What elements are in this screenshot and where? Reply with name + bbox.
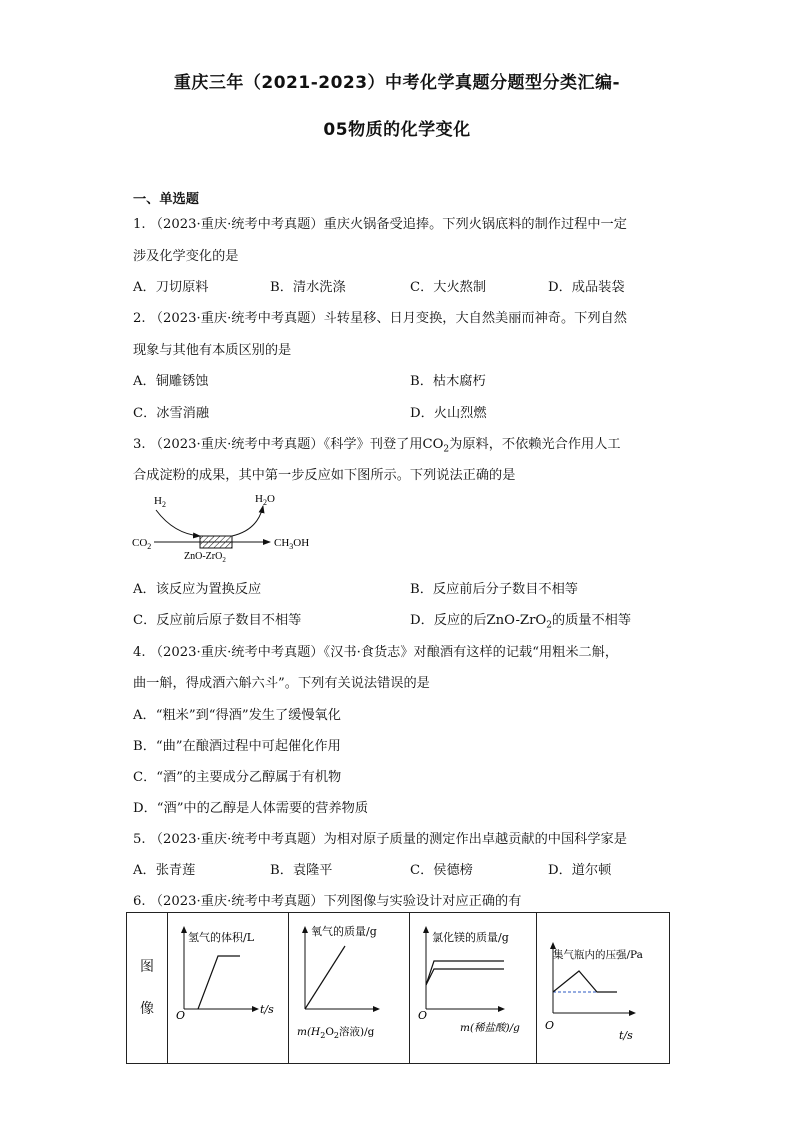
subscript: 2: [443, 444, 450, 455]
question-2-line2: 现象与其他有本质区别的是: [133, 343, 292, 358]
q2-option-d[interactable]: D．火山烈燃: [410, 406, 487, 421]
h2o-arrow: [232, 506, 263, 536]
graph-bottle-pressure: [537, 913, 669, 1059]
q4-option-c[interactable]: C．“酒”的主要成分乙醇属于有机物: [133, 770, 342, 785]
x-axis-label: t/s: [260, 1003, 274, 1016]
graph-cell-2: [289, 913, 410, 1064]
q2-option-a[interactable]: A．铜雕锈蚀: [133, 374, 209, 389]
h2-arrow: [156, 510, 200, 536]
data-curve: [305, 946, 345, 1009]
question-1-line2: 涉及化学变化的是: [133, 249, 239, 264]
graph-oxygen-mass: [289, 913, 409, 1059]
question-text: （2023·重庆·统考中考真题）斗转星移、日月变换，大自然美丽而神奇。下列自然: [149, 311, 627, 326]
question-text: （2023·重庆·统考中考真题）为相对原子质量的测定作出卓越贡献的中国科学家是: [149, 832, 627, 847]
q3-option-d[interactable]: D．反应的后ZnO-ZrO$_2$的质量不相等: [410, 613, 632, 631]
q3-option-c[interactable]: C．反应前后原子数目不相等: [133, 613, 302, 628]
data-curve: [553, 971, 617, 992]
q5-option-c[interactable]: C．侯德榜: [410, 863, 473, 878]
row-label-char-2: 像: [140, 1001, 154, 1017]
q1-option-c[interactable]: C．大火熬制: [410, 280, 487, 295]
question-4-line1: [133, 641, 618, 660]
q3-option-b[interactable]: B．反应前后分子数目不相等: [410, 582, 578, 597]
q4-option-a[interactable]: A．“粗米”到“得酒”发生了缓慢氧化: [133, 708, 341, 723]
x-axis-label: t/s: [619, 1029, 633, 1042]
origin-label: O: [176, 1009, 186, 1022]
question-4-line2: 曲一斛，得成酒六斛六斗”。下列有关说法错误的是: [133, 676, 430, 691]
ch3oh-label: $CH_3OH$: [274, 537, 310, 551]
origin-label: O: [545, 1019, 555, 1032]
catalyst-bed: [200, 536, 232, 548]
co2-label: $CO_2$: [132, 537, 152, 551]
q1-option-d[interactable]: D．成品装袋: [548, 280, 625, 295]
question-number: 2.: [133, 311, 146, 326]
section-heading: 一、单选题: [133, 192, 199, 207]
h2-label: $H_2$: [154, 495, 166, 509]
graph-cell-4: [537, 913, 670, 1064]
graph-hydrogen-volume: [168, 913, 288, 1059]
x-axis-label: m(稀盐酸)/g: [460, 1022, 520, 1034]
question-number: 4.: [133, 645, 146, 660]
q5-option-a[interactable]: A．张青莲: [133, 863, 196, 878]
y-axis-label: 氢气的体积/L: [188, 931, 255, 944]
q2-option-c[interactable]: C．冰雪消融: [133, 406, 210, 421]
graph-magnesium-chloride: [410, 913, 536, 1059]
question-5-line1: [133, 828, 627, 847]
q1-option-a[interactable]: A．刀切原料: [133, 280, 209, 295]
row-label-cell: [127, 913, 168, 1064]
h2o-label: $H_2O$: [255, 493, 275, 507]
q2-option-b[interactable]: B．枯木腐朽: [410, 374, 486, 389]
question-text: （2023·重庆·统考中考真题）重庆火锅备受追捧。下列火锅底料的制作过程中一定: [149, 217, 627, 232]
question-text: （2023·重庆·统考中考真题）《汉书·食货志》对酿酒有这样的记载“用粗米二斛，: [149, 645, 619, 660]
question-text-a: （2023·重庆·统考中考真题）《科学》刊登了用CO: [149, 437, 444, 452]
data-curve: [198, 956, 240, 1009]
q4-option-b[interactable]: B．“曲”在酿酒过程中可起催化作用: [133, 739, 341, 754]
question-2-line1: [133, 307, 627, 326]
y-axis-label: 氧气的质量/g: [311, 925, 377, 938]
y-axis-label: 集气瓶内的压强/Pa: [553, 949, 643, 961]
data-curve-1: [426, 961, 504, 985]
reaction-diagram: [130, 490, 330, 566]
y-axis-label: 氯化镁的质量/g: [432, 931, 509, 944]
q3-option-a[interactable]: A．该反应为置换反应: [133, 582, 262, 597]
x-axis-label: $m(H_2O_2$溶液)/g: [297, 1026, 375, 1040]
graph-table: [126, 912, 670, 1064]
question-text-b: 为原料，不依赖光合作用人工: [449, 437, 621, 452]
question-text: （2023·重庆·统考中考真题）下列图像与实验设计对应正确的有: [149, 894, 522, 909]
question-6-line1: [133, 890, 521, 909]
data-curve-2: [426, 969, 504, 985]
graph-cell-1: [168, 913, 289, 1064]
document-title-line1: 重庆三年（2021-2023）中考化学真题分题型分类汇编-: [173, 73, 621, 93]
question-3-line2: 合成淀粉的成果，其中第一步反应如下图所示。下列说法正确的是: [133, 468, 516, 483]
q1-option-b[interactable]: B．清水洗涤: [270, 280, 346, 295]
question-1-line1: [133, 213, 627, 232]
catalyst-label: ZnO-ZrO$_2$: [184, 551, 226, 564]
q5-option-b[interactable]: B．袁隆平: [270, 863, 333, 878]
origin-label: O: [418, 1009, 428, 1022]
question-3-line1: [133, 433, 621, 455]
row-label-char-1: 图: [140, 959, 154, 975]
question-number: 5.: [133, 832, 146, 847]
document-title-line2: 05物质的化学变化: [323, 120, 471, 140]
question-number: 3.: [133, 437, 146, 452]
question-number: 6.: [133, 894, 146, 909]
q4-option-d[interactable]: D．“酒”中的乙醇是人体需要的营养物质: [133, 801, 369, 816]
q5-option-d[interactable]: D．道尔顿: [548, 863, 612, 878]
graph-cell-3: [410, 913, 537, 1064]
question-number: 1.: [133, 217, 146, 232]
